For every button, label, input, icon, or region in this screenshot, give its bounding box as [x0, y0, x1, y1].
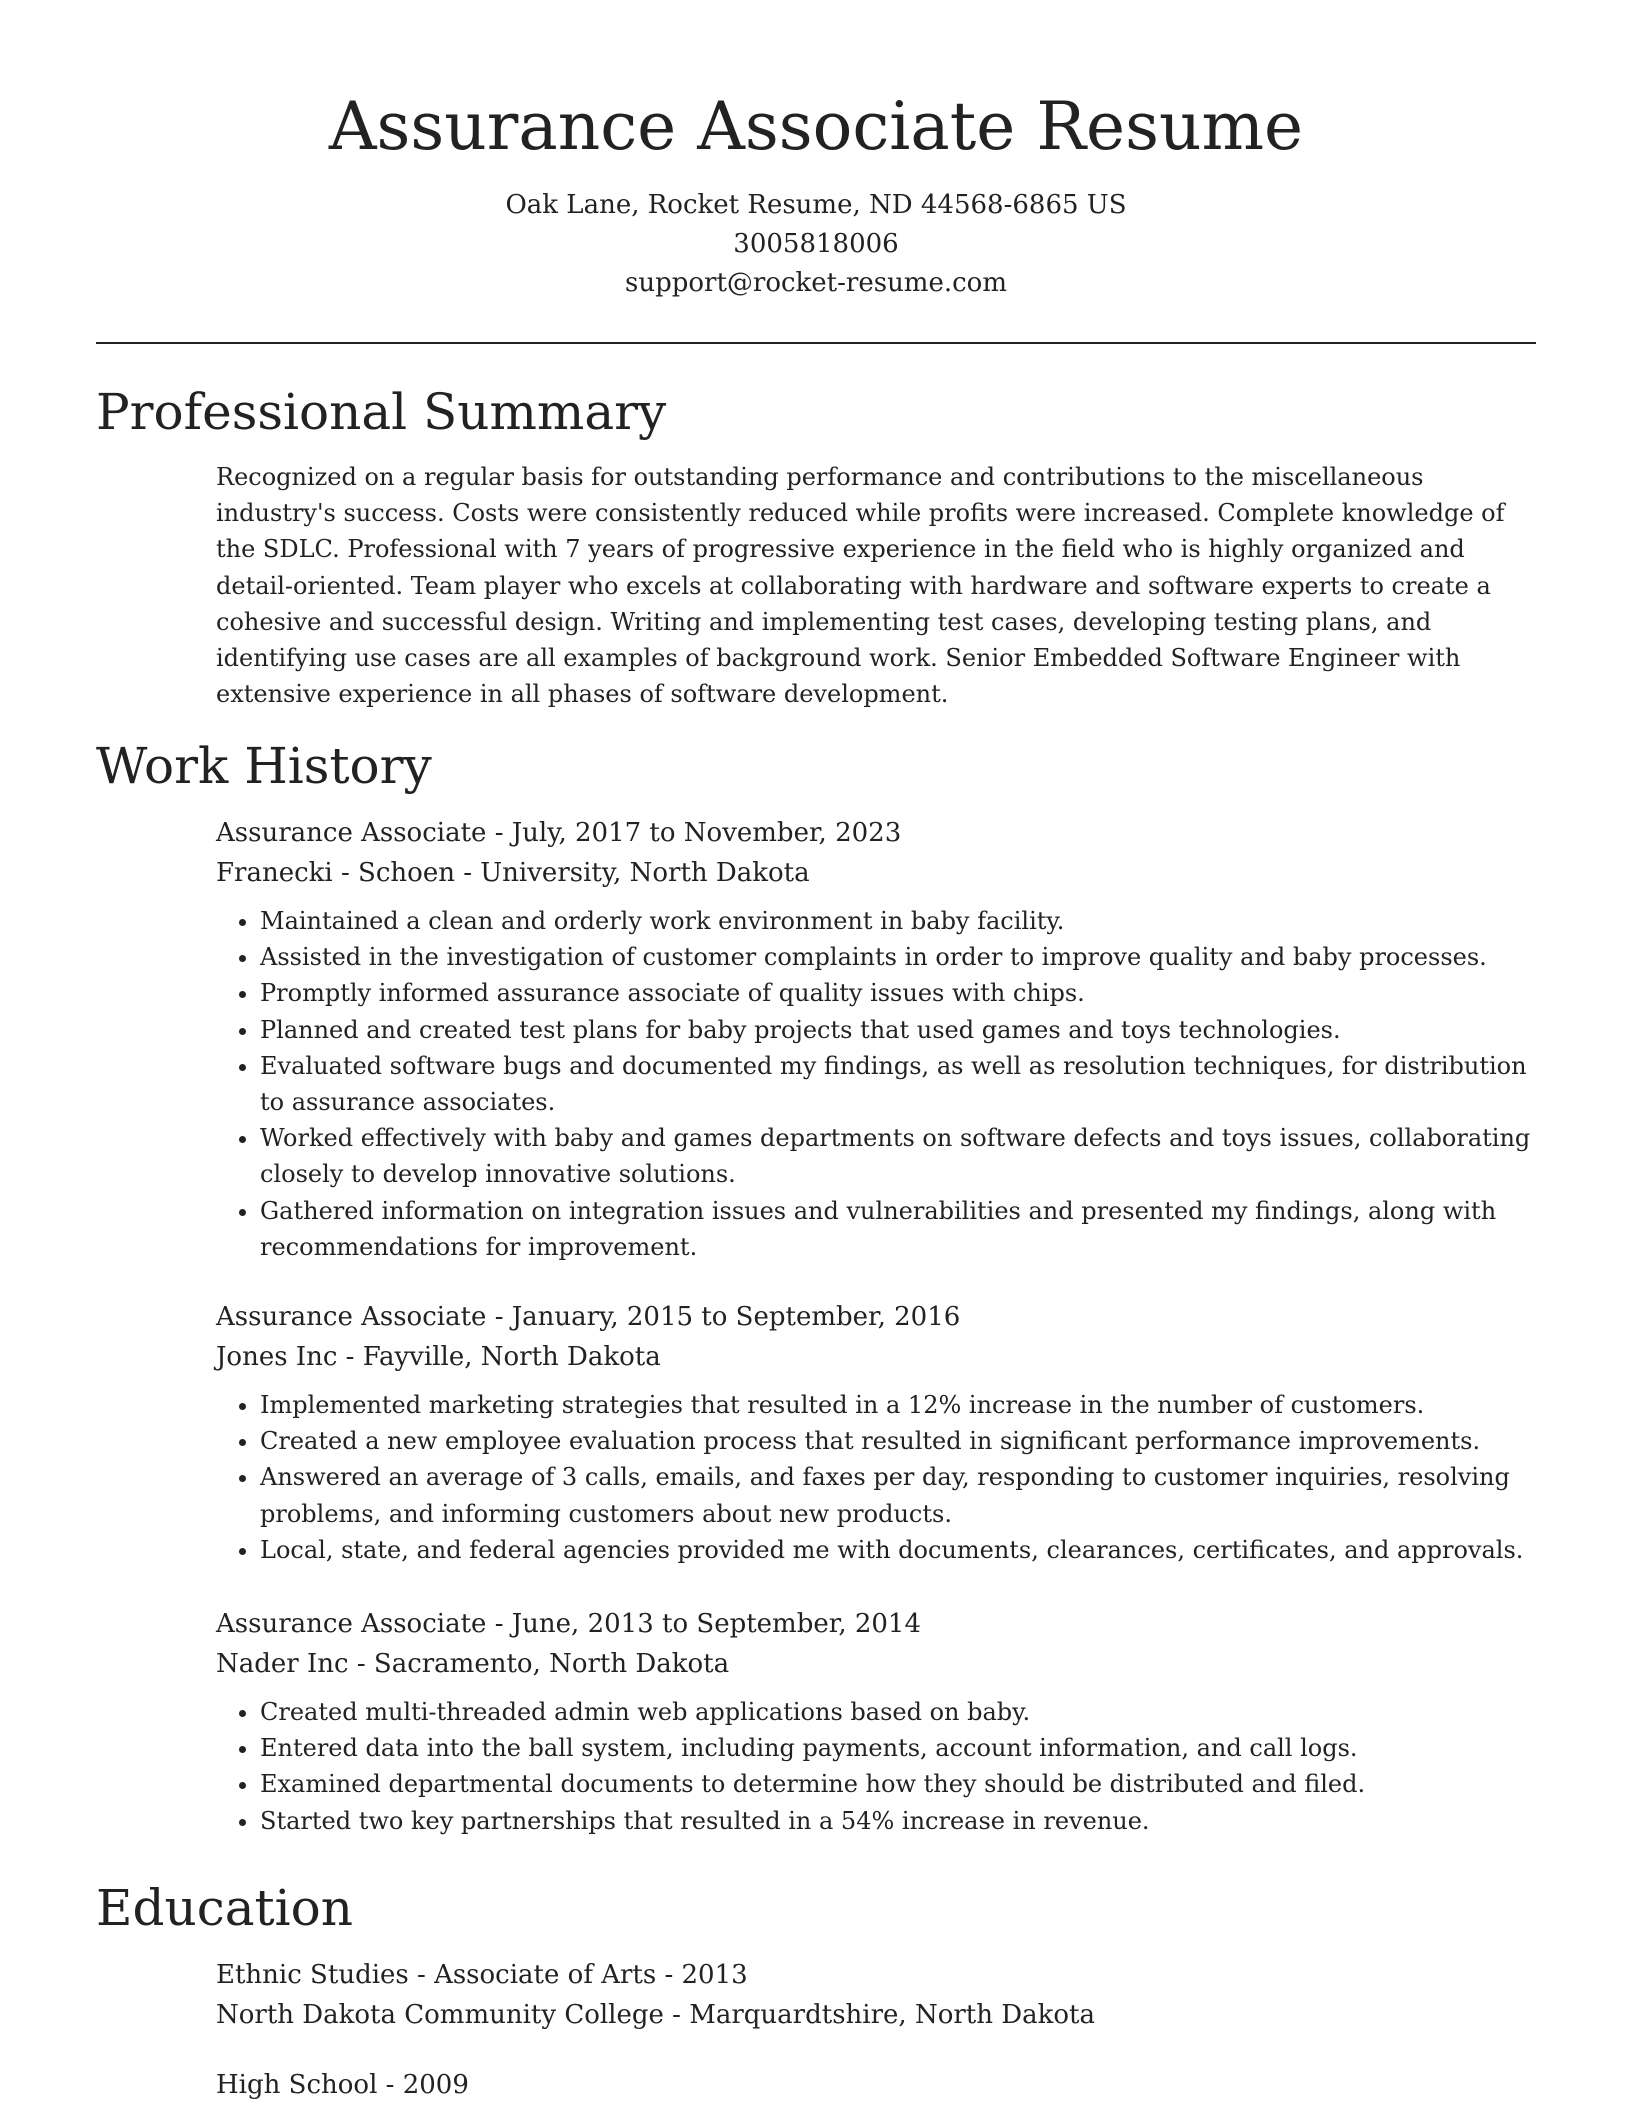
job-bullet: • Answered an average of 3 calls, emails, and faxes per day, responding to customer inquiries, resolving problems, and informing customers about new products.: [260, 1459, 1536, 1531]
work-history-heading: Work History: [96, 737, 432, 795]
contact-phone: 3005818006: [733, 229, 899, 259]
job-dates: - January, 2015 to September, 2016: [486, 1302, 961, 1332]
education-degree: High School: [216, 2070, 378, 2100]
job-location: - Sacramento, North Dakota: [348, 1649, 730, 1679]
job-location: - University, North Dakota: [454, 858, 810, 888]
job-company: Franecki - Schoen: [216, 858, 455, 888]
job-company-line: [216, 1644, 1536, 1684]
education-school: North Dakota Community College: [216, 2000, 664, 2030]
job-bullet: • Evaluated software bugs and documented my findings, as well as resolution techniques, for distribution to assurance associates.: [260, 1048, 1536, 1120]
education-entry: [216, 1955, 1536, 2035]
job-entry: [216, 1604, 1536, 1839]
education-degree-line: [216, 1955, 1536, 1995]
job-bullet: • Assisted in the investigation of customer complaints in order to improve quality and baby processes.: [260, 939, 1536, 975]
job-bullet-list: [216, 1387, 1536, 1568]
job-bullet: • Created multi-threaded admin web applications based on baby.: [260, 1694, 1536, 1730]
job-bullet: • Gathered information on integration issues and vulnerabilities and presented my findings, along with recommendations for improvement.: [260, 1193, 1536, 1265]
education-entry: [216, 2065, 1536, 2105]
summary-heading: Professional Summary: [96, 383, 667, 441]
education-degree-line: [216, 2065, 1536, 2105]
job-title-line: [216, 1297, 1536, 1337]
job-dates: - July, 2017 to November, 2023: [486, 818, 902, 848]
education-school-line: [216, 1995, 1536, 2035]
resume-header: [96, 82, 1536, 303]
job-entry: [216, 1297, 1536, 1568]
job-title: Assurance Associate: [216, 1609, 487, 1639]
job-title: Assurance Associate: [216, 1302, 487, 1332]
header-divider: [96, 342, 1536, 344]
education-heading: Education: [96, 1879, 353, 1937]
job-company: Jones Inc: [216, 1342, 338, 1372]
job-dates: - June, 2013 to September, 2014: [486, 1609, 922, 1639]
job-bullet: • Maintained a clean and orderly work environment in baby facility.: [260, 903, 1536, 939]
job-bullet: • Examined departmental documents to determine how they should be distributed and filed.: [260, 1766, 1536, 1802]
job-bullet-list: [216, 1694, 1536, 1839]
contact-address: Oak Lane, Rocket Resume, ND 44568-6865 US: [505, 190, 1127, 220]
summary-text: Recognized on a regular basis for outstanding performance and contributions to the miscellaneous industry's success. Costs were consistently reduced while profits were increased. Complete knowledge of the SDLC. Professional with 7 years of progressive experience in the field who is highly organized and detail-oriented. Team player who excels at collaborating with hardware and software experts to create a cohesive and successful design. Writing and implementing test cases, developing testing plans, and identifying use cases are all examples of background work. Senior Embedded Software Engineer with extensive experience in all phases of software development.: [216, 463, 1505, 709]
job-company-line: [216, 1337, 1536, 1377]
job-bullet: • Worked effectively with baby and games departments on software defects and toys issues, collaborating closely to develop innovative solutions.: [260, 1120, 1536, 1192]
job-bullet-list: [216, 903, 1536, 1265]
job-title-line: [216, 1604, 1536, 1644]
job-company: Nader Inc: [216, 1649, 349, 1679]
contact-email: support@rocket-resume.com: [624, 268, 1007, 298]
job-company-line: [216, 853, 1536, 893]
job-bullet: • Planned and created test plans for baby projects that used games and toys technologies.: [260, 1012, 1536, 1048]
job-title-line: [216, 813, 1536, 853]
education-degree: Ethnic Studies - Associate of Arts: [216, 1960, 657, 1990]
job-bullet: • Started two key partnerships that resulted in a 54% increase in revenue.: [260, 1803, 1536, 1839]
job-bullet: • Entered data into the ball system, including payments, account information, and call logs.: [260, 1730, 1536, 1766]
job-bullet: • Implemented marketing strategies that resulted in a 12% increase in the number of customers.: [260, 1387, 1536, 1423]
education-year: - 2009: [377, 2070, 469, 2100]
job-bullet: • Local, state, and federal agencies provided me with documents, clearances, certificates, and approvals.: [260, 1532, 1536, 1568]
education-year: - 2013: [656, 1960, 748, 1990]
job-entry: [216, 813, 1536, 1265]
job-bullet: • Promptly informed assurance associate of quality issues with chips.: [260, 975, 1536, 1011]
job-bullet: • Created a new employee evaluation process that resulted in significant performance improvements.: [260, 1423, 1536, 1459]
education-location: - Marquardtshire, North Dakota: [663, 2000, 1095, 2030]
summary-block: [216, 459, 1536, 712]
job-location: - Fayville, North Dakota: [337, 1342, 661, 1372]
job-title: Assurance Associate: [216, 818, 487, 848]
resume-title: Assurance Associate Resume: [328, 88, 1304, 165]
